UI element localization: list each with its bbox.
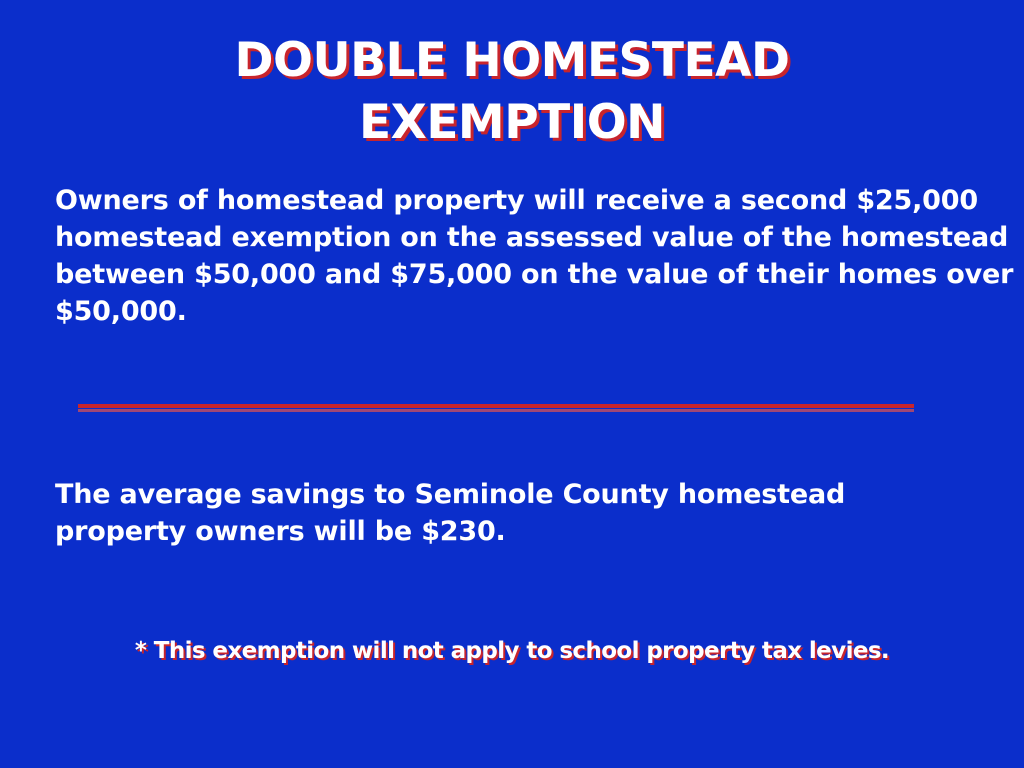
footnote: * This exemption will not apply to school property tax levies. <box>134 638 890 664</box>
divider-shadow-line <box>78 409 914 412</box>
horizontal-divider <box>78 404 914 413</box>
exemption-description: Owners of homestead property will receive a second $25,000 homestead exemption on the assessed value of the homestead between $50,000 and $75,000 on the value of their homes over $50,000. <box>55 185 1014 327</box>
divider-red-line <box>78 404 914 408</box>
slide-title <box>0 30 1024 154</box>
slide-title-line-2: EXEMPTION <box>358 95 665 150</box>
average-savings-text: The average savings to Seminole County homestead property owners will be $230. <box>55 479 846 547</box>
slide-title-line-1: DOUBLE HOMESTEAD <box>234 33 790 88</box>
